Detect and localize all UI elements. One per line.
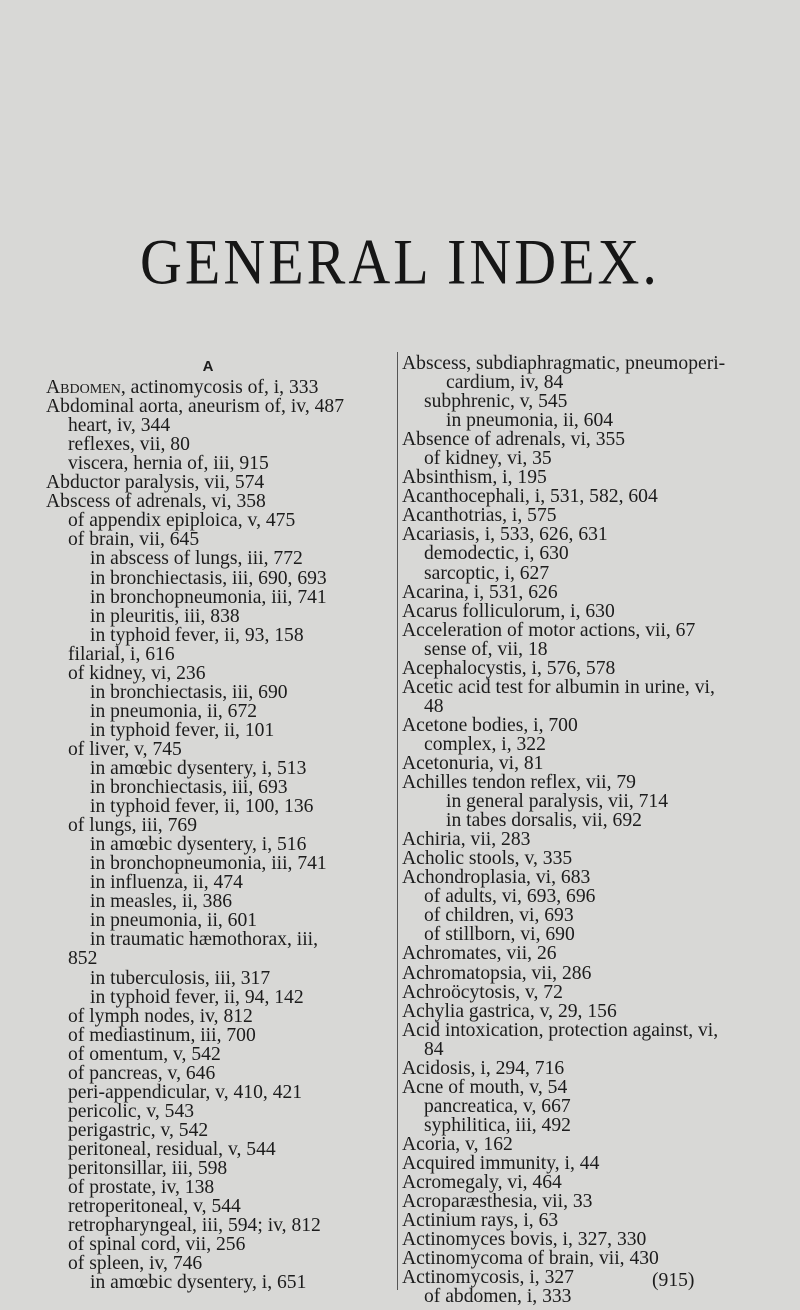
index-entry: syphilitica, iii, 492 [424, 1114, 571, 1136]
index-entry: Acidosis, i, 294, 716 [402, 1057, 565, 1079]
index-entry: of prostate, iv, 138 [68, 1177, 215, 1199]
index-entry: peritoneal, residual, v, 544 [68, 1138, 276, 1160]
index-entry: of brain, vii, 645 [68, 529, 200, 551]
index-entry: in amœbic dysentery, i, 651 [90, 1272, 307, 1294]
column-divider [397, 352, 398, 1290]
index-entry: viscera, hernia of, iii, 915 [68, 453, 269, 475]
index-entry: Acariasis, i, 533, 626, 631 [402, 524, 608, 546]
index-entry: Achondroplasia, vi, 683 [402, 867, 591, 889]
index-entry: peri-appendicular, v, 410, 421 [68, 1081, 303, 1103]
index-entry: of spinal cord, vii, 256 [68, 1234, 246, 1256]
right-entries [402, 354, 782, 1306]
index-entry: Actinium rays, i, 63 [402, 1210, 559, 1232]
index-entry: of children, vi, 693 [424, 905, 574, 927]
index-entry: Acanthotrias, i, 575 [402, 505, 557, 527]
index-entry: Acoria, v, 162 [402, 1133, 513, 1155]
index-entry: in general paralysis, vii, 714 [446, 791, 669, 813]
index-entry: Achromatopsia, vii, 286 [402, 962, 592, 984]
index-entry: Acephalocystis, i, 576, 578 [402, 657, 616, 679]
index-entry: complex, i, 322 [424, 733, 546, 755]
index-entry: peritonsillar, iii, 598 [68, 1157, 228, 1179]
index-entry: of liver, v, 745 [68, 738, 182, 760]
index-entry: pericolic, v, 543 [68, 1100, 195, 1122]
index-entry: cardium, iv, 84 [446, 372, 564, 394]
index-entry: in bronchiectasis, iii, 690 [90, 681, 288, 703]
index-entry: in influenza, ii, 474 [90, 872, 243, 894]
index-entry: Acetonuria, vi, 81 [402, 752, 544, 774]
index-entry: Actinomycosis, i, 327 [402, 1267, 574, 1289]
left-index-column [46, 354, 396, 1292]
index-entry: in tuberculosis, iii, 317 [90, 967, 271, 989]
index-entry: in typhoid fever, ii, 100, 136 [90, 796, 314, 818]
index-entry: in bronchopneumonia, iii, 741 [90, 853, 327, 875]
index-entry [46, 378, 396, 397]
index-entry: of kidney, vi, 236 [68, 662, 206, 684]
index-entry: Achiria, vii, 283 [402, 829, 531, 851]
index-entry: in pneumonia, ii, 604 [446, 410, 614, 432]
index-entry: Acquired immunity, i, 44 [402, 1152, 600, 1174]
index-entry: in bronchopneumonia, iii, 741 [90, 586, 327, 608]
index-entry: in pleuritis, iii, 838 [90, 605, 240, 627]
index-entry: retropharyngeal, iii, 594; iv, 812 [68, 1215, 321, 1237]
index-entry: subphrenic, v, 545 [424, 391, 568, 413]
index-entry: pancreatica, v, 667 [424, 1095, 571, 1117]
index-entry: of appendix epiploica, v, 475 [68, 510, 296, 532]
index-entry: in abscess of lungs, iii, 772 [90, 548, 303, 570]
index-entry: in typhoid fever, ii, 93, 158 [90, 624, 304, 646]
index-entry: reflexes, vii, 80 [68, 434, 190, 456]
index-entry: in pneumonia, ii, 672 [90, 700, 258, 722]
index-entry: in bronchiectasis, iii, 693 [90, 777, 288, 799]
page-number: (915) [652, 1270, 695, 1291]
section-letter: A [202, 358, 214, 375]
index-entry: in traumatic hæmothorax, iii, [90, 929, 319, 951]
index-entry: Abscess of adrenals, vi, 358 [46, 491, 266, 513]
index-entry: Abdominal aorta, aneurism of, iv, 487 [46, 396, 345, 418]
index-entry: of adults, vi, 693, 696 [424, 886, 596, 908]
index-entry: of mediastinum, iii, 700 [68, 1024, 256, 1046]
index-entry: Acetic acid test for albumin in urine, vi, [402, 676, 715, 698]
index-entry: of stillborn, vi, 690 [424, 924, 575, 946]
index-entry: sarcoptic, i, 627 [424, 562, 550, 584]
right-index-column [402, 354, 782, 1306]
index-entry: Absence of adrenals, vi, 355 [402, 429, 626, 451]
index-entry: Acromegaly, vi, 464 [402, 1172, 562, 1194]
index-entry: Acid intoxication, protection against, vi, [402, 1019, 719, 1041]
index-entry: Acanthocephali, i, 531, 582, 604 [402, 486, 658, 508]
index-entry: Acne of mouth, v, 54 [402, 1076, 568, 1098]
index-entry: in tabes dorsalis, vii, 692 [446, 810, 642, 832]
index-entry: heart, iv, 344 [68, 415, 171, 437]
index-entry: Abscess, subdiaphragmatic, pneumoperi- [402, 353, 726, 374]
index-entry: of lungs, iii, 769 [68, 815, 197, 837]
index-entry: of kidney, vi, 35 [424, 448, 552, 470]
entry-lead-word: Abdomen [46, 377, 121, 399]
index-entry: Abductor paralysis, vii, 574 [46, 472, 265, 494]
index-entry: Achromates, vii, 26 [402, 943, 557, 965]
index-entry: Acarus folliculorum, i, 630 [402, 600, 615, 622]
index-entry: Acholic stools, v, 335 [402, 848, 573, 870]
index-entry: in typhoid fever, ii, 94, 142 [90, 986, 304, 1008]
index-entry: Acceleration of motor actions, vii, 67 [402, 619, 696, 641]
index-entry: Achylia gastrica, v, 29, 156 [402, 1000, 617, 1022]
entry-rest: , actinomycosis of, i, 333 [120, 377, 319, 399]
index-entry: Actinomycoma of brain, vii, 430 [402, 1248, 659, 1270]
index-entry: Acetone bodies, i, 700 [402, 714, 578, 736]
index-entry: Acarina, i, 531, 626 [402, 581, 558, 603]
index-entry: 84 [424, 1038, 444, 1060]
index-entry: 852 [68, 948, 98, 970]
index-entry: of omentum, v, 542 [68, 1043, 221, 1065]
index-entry: in pneumonia, ii, 601 [90, 910, 258, 932]
index-entry: retroperitoneal, v, 544 [68, 1196, 241, 1218]
page-title: GENERAL INDEX. [140, 225, 660, 298]
index-entry: of spleen, iv, 746 [68, 1253, 203, 1275]
index-entry: filarial, i, 616 [68, 643, 175, 665]
index-entry: Absinthism, i, 195 [402, 467, 547, 489]
index-entry: in typhoid fever, ii, 101 [90, 719, 275, 741]
index-entry: Actinomyces bovis, i, 327, 330 [402, 1229, 647, 1251]
index-entry: demodectic, i, 630 [424, 543, 569, 565]
left-entries [46, 378, 396, 1292]
index-entry: in measles, ii, 386 [90, 891, 233, 913]
index-entry: sense of, vii, 18 [424, 638, 548, 660]
index-entry: of lymph nodes, iv, 812 [68, 1005, 253, 1027]
index-entry: perigastric, v, 542 [68, 1119, 209, 1141]
index-entry: Achilles tendon reflex, vii, 79 [402, 772, 636, 794]
index-entry: in bronchiectasis, iii, 690, 693 [90, 567, 327, 589]
index-entry: in amœbic dysentery, i, 513 [90, 757, 307, 779]
index-entry: in amœbic dysentery, i, 516 [90, 834, 307, 856]
index-entry: of abdomen, i, 333 [424, 1286, 572, 1308]
index-entry: Achroöcytosis, v, 72 [402, 981, 563, 1003]
index-entry: Acroparæsthesia, vii, 33 [402, 1191, 593, 1213]
index-entry: of pancreas, v, 646 [68, 1062, 216, 1084]
index-entry: 48 [424, 695, 444, 717]
